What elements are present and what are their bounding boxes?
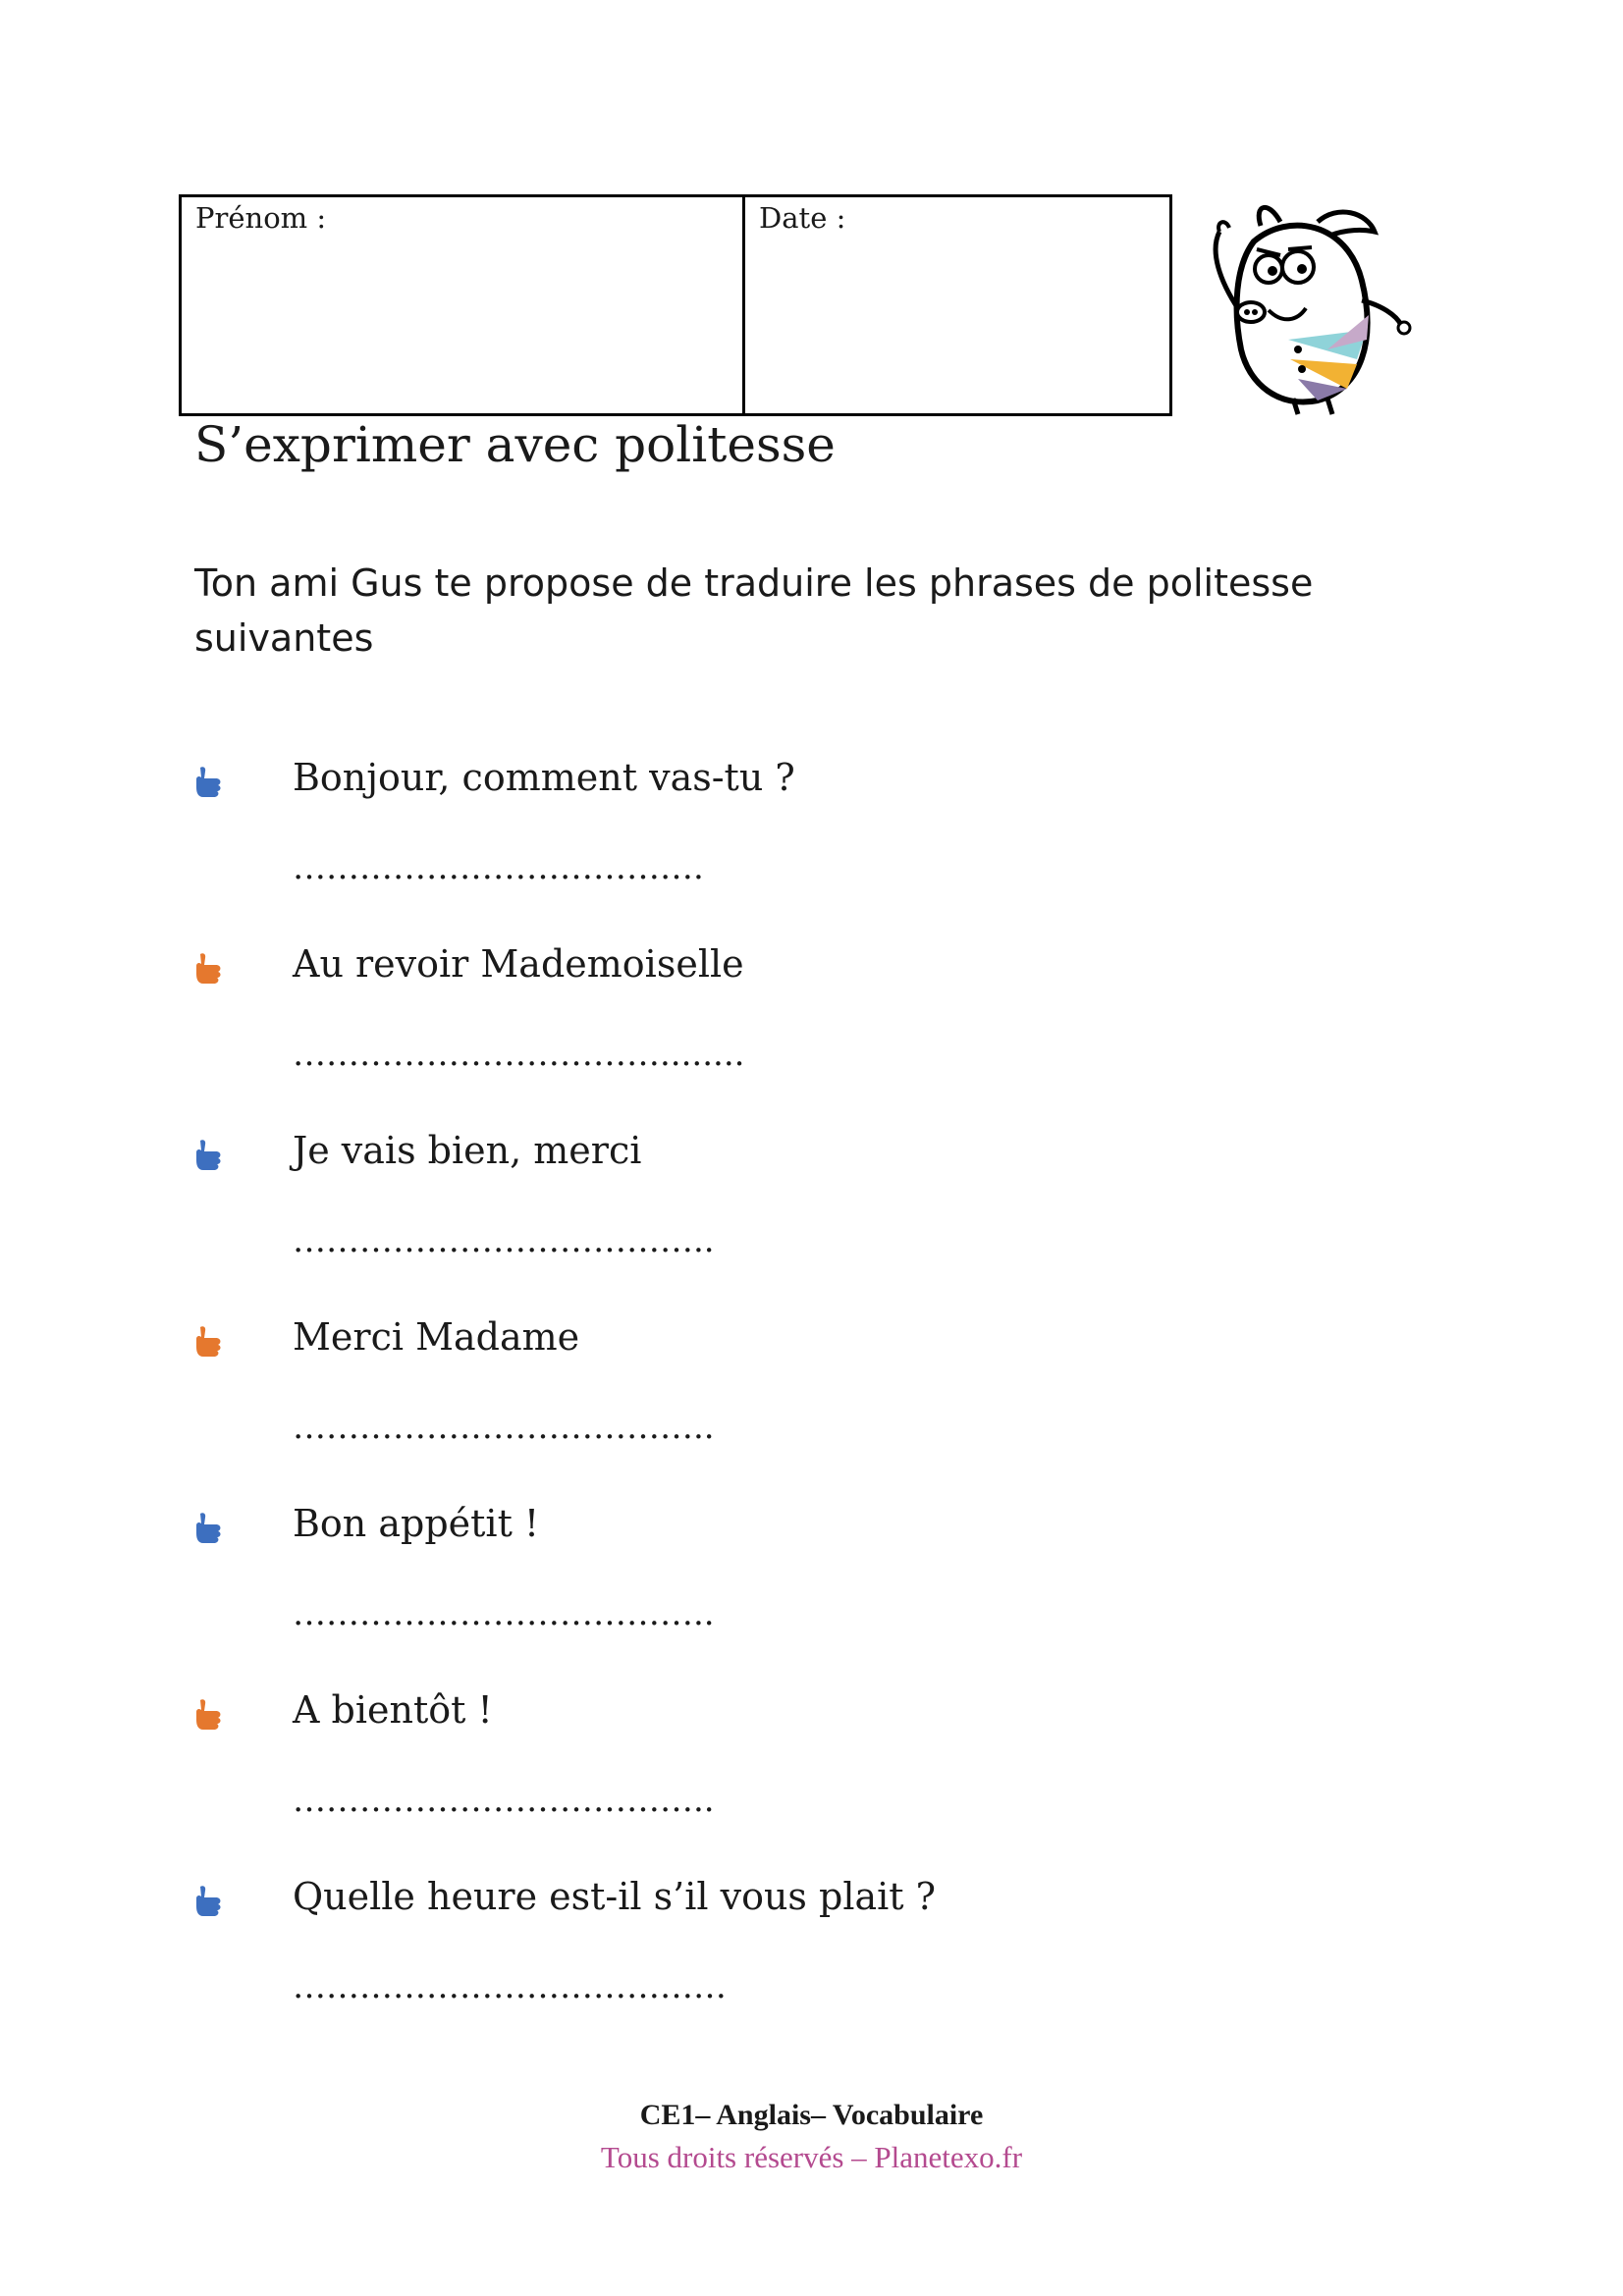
instruction-text: Ton ami Gus te propose de traduire les phrases de politesse suivantes xyxy=(194,561,1314,660)
phrase-text: Je vais bien, merci xyxy=(293,1129,642,1172)
phrase-text: Au revoir Mademoiselle xyxy=(293,942,744,986)
phrase-text: Bonjour, comment vas-tu ? xyxy=(293,756,795,799)
copyright-text: Tous droits réservés – Planetexo.fr xyxy=(600,2140,1023,2174)
name-field[interactable] xyxy=(182,197,745,413)
pointing-hand-icon xyxy=(194,1698,224,1732)
list-item xyxy=(194,1315,1373,1502)
list-item xyxy=(194,1502,1373,1688)
list-item xyxy=(194,1875,1373,2061)
pointing-hand-icon xyxy=(194,1139,224,1172)
phrase-text: Quelle heure est-il s’il vous plait ? xyxy=(293,1875,937,1918)
pointing-hand-icon xyxy=(194,766,224,799)
phrase-text: Merci Madame xyxy=(293,1315,580,1359)
phrase-text: A bientôt ! xyxy=(293,1688,493,1732)
answer-line[interactable]: ………………………………. xyxy=(293,848,704,887)
date-label: Date : xyxy=(759,201,846,235)
phrase-list xyxy=(194,756,1373,2061)
sheep-mascot-icon xyxy=(1200,192,1416,418)
answer-line[interactable]: ……………………………….. xyxy=(293,1408,715,1447)
list-item xyxy=(194,1688,1373,1875)
list-item xyxy=(194,942,1373,1129)
phrase-text: Bon appétit ! xyxy=(293,1502,540,1545)
pointing-hand-icon xyxy=(194,1885,224,1918)
header-table xyxy=(179,194,1172,416)
pointing-hand-icon xyxy=(194,952,224,986)
pointing-hand-icon xyxy=(194,1325,224,1359)
answer-line[interactable]: ………………………………… xyxy=(293,1967,727,2006)
course-label: CE1– Anglais– Vocabulaire xyxy=(639,2099,984,2131)
answer-line[interactable]: ……………………………….. xyxy=(293,1221,715,1260)
answer-line[interactable]: ……………………………….. xyxy=(293,1594,715,1633)
list-item xyxy=(194,1129,1373,1315)
list-item xyxy=(194,756,1373,942)
page-title: S’exprimer avec politesse xyxy=(194,416,836,473)
name-label: Prénom : xyxy=(195,201,327,235)
pointing-hand-icon xyxy=(194,1512,224,1545)
date-field[interactable] xyxy=(745,197,1169,413)
answer-line[interactable]: ……………………………........ xyxy=(293,1035,745,1074)
answer-line[interactable]: ……………………………….. xyxy=(293,1781,715,1820)
